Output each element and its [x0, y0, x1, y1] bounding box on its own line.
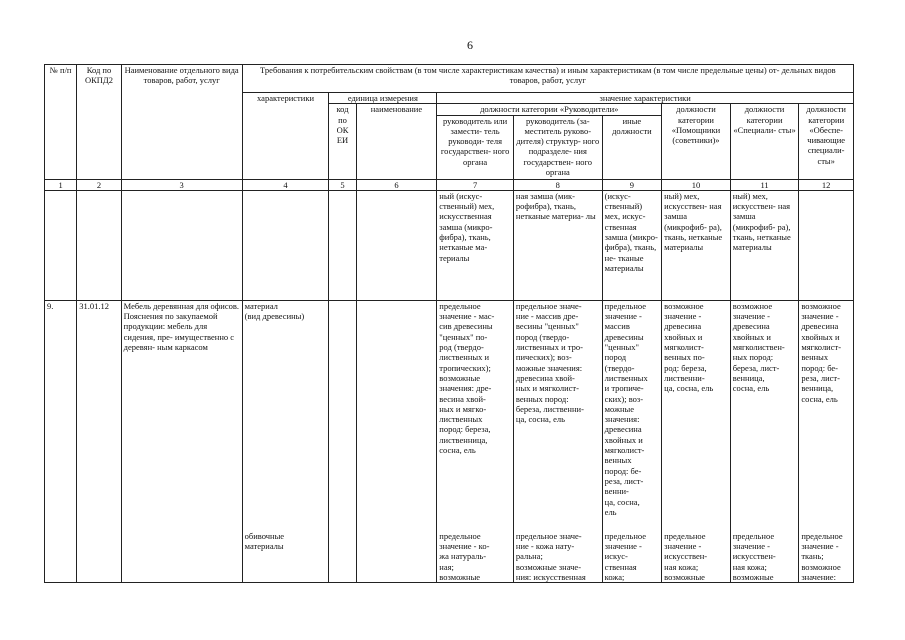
row-value-assistants: [662, 300, 731, 582]
header-support-specialists: должности категории «Обеспе- чивающие специали- сты»: [799, 104, 854, 179]
column-number: 3: [121, 179, 242, 190]
column-number: 12: [799, 179, 854, 190]
column-number: 5: [329, 179, 356, 190]
header-head-of-division: руководитель (за- меститель руково- дителя) структур- ного подразделе- ния государствен- ного органа: [513, 115, 602, 179]
continuation-value-specialists: ный) мех, искусствен- ная замша (микрофиб- ра), ткань, нетканые материалы: [730, 190, 799, 300]
upholstery-value-specialists: предельное значение - искусствен- ная кожа; возможные: [732, 530, 776, 583]
header-okpd2-code: Код по ОКПД2: [77, 65, 121, 180]
header-row-1: [45, 65, 854, 93]
row-value-specialists: [730, 300, 799, 582]
header-unit-name: наименование: [356, 104, 437, 179]
upholstery-value-head: предельное значение - ко- жа натураль- ная; возможные: [439, 530, 490, 583]
continuation-value-other: (искус- ственный) мех, искус- ственная замша (микро- фибра), ткань, не- тканые материалы: [602, 190, 662, 300]
column-number: 7: [437, 179, 514, 190]
characteristic-upholstery: обивочные материалы: [244, 530, 285, 552]
row-value-head: [437, 300, 514, 582]
column-number: 11: [730, 179, 799, 190]
header-product-name: Наименование отдельного вида товаров, работ, услуг: [121, 65, 242, 180]
page-number: 6: [467, 38, 473, 52]
row-value-head-division: [513, 300, 602, 582]
row-product-name: Мебель деревянная для офисов. Пояснения по закупаемой продукции: мебель для сидения, пре- имущественно с деревян- ным каркасом: [121, 300, 242, 582]
row-characteristics: [242, 300, 329, 582]
header-value: значение характеристики: [437, 93, 854, 104]
column-number: 6: [356, 179, 437, 190]
material-value-specialists: возможное значение - древесина хвойных и мягколиствен- ных пород: березa, лист- венница, сосна, ель: [732, 300, 785, 394]
material-value-other: предельное значение - массив древесины "ценных" пород (твердо- лиственных и тропиче- ских); воз- можные значения: древесина хвойных и мягколист- венных пород: бе- реза, лист- венни- ца, сосна, ель: [604, 300, 648, 517]
row-number: 9.: [45, 300, 77, 582]
row-okpd2-code: 31.01.12: [77, 300, 121, 582]
upholstery-value-support: предельное значение - ткань; возможное значение:: [801, 530, 843, 583]
column-number-row: [45, 179, 854, 190]
header-unit: единица измерения: [329, 93, 437, 104]
header-number: № п/п: [45, 65, 77, 180]
upholstery-value-head-division: предельное значе- ние - кожа нату- ральна; возможные значе- ния: искусственная: [515, 530, 586, 583]
upholstery-value-assistants: предельное значение - искусствен- ная кожа; возможные: [664, 530, 708, 583]
header-characteristics: характеристики: [242, 93, 329, 180]
header-unit-code: код по ОК ЕИ: [329, 104, 356, 179]
header-assistants: должности категории «Помощники (советники)»: [662, 104, 731, 179]
material-value-head-division: предельное значе- ние - массив дре- весины "ценных" пород (твердо- лиственных и тро- пических); воз- можные значения: древесина хвой- ных и мягколист- венных пород: береза, лиственни- ца, сосна, ель: [515, 300, 584, 425]
requirements-table: [44, 64, 854, 583]
header-requirements: Требования к потребительским свойствам (в том числе характеристикам качества) и иным характеристикам (в том числе предельные цены) от- дельных видов товаров, работ, услуг: [242, 65, 853, 93]
row-value-other: [602, 300, 662, 582]
continuation-row: [45, 190, 854, 300]
material-value-assistants: возможное значение - древесина хвойных и мягколист- венных по- род: береза, лиственни- ца, сосна, ель: [664, 300, 714, 394]
continuation-value-support: [799, 190, 854, 300]
continuation-value-head: ный (искус- ственный) мех, искусственная замша (микро- фибра), ткань, нетканые ма- териалы: [437, 190, 514, 300]
continuation-value-head-division: ная замша (мик- рофибра), ткань, нетканые материа- лы: [513, 190, 602, 300]
row-value-support: [799, 300, 854, 582]
characteristic-material: материал (вид древесины): [244, 300, 305, 322]
header-other-positions: иные должности: [602, 115, 662, 179]
column-number: 9: [602, 179, 662, 190]
column-number: 2: [77, 179, 121, 190]
column-number: 8: [513, 179, 602, 190]
column-number: 4: [242, 179, 329, 190]
table-row-9: [45, 300, 854, 582]
header-specialists: должности категории «Специали- сты»: [730, 104, 799, 179]
continuation-value-assistants: ный) мех, искусствен- ная замша (микрофиб- ра), ткань, нетканые материалы: [662, 190, 731, 300]
material-value-support: возможное значение - древесина хвойных и мягколист- венных пород: бе- реза, лист- венница, сосна, ель: [801, 300, 842, 404]
column-number: 10: [662, 179, 731, 190]
material-value-head: предельное значение - мас- сив древесины "ценных" по- род (твердо- лиственных и тропических); возможные значения: дре- весина хвой- ных и мягко- лиственных пород: береза, лиственница, сосна, ель: [439, 300, 495, 456]
upholstery-value-other: предельное значение - искус- ственная кожа;: [604, 530, 647, 583]
header-head-of-agency: руководитель или замести- тель руководи- теля государствен- ного органа: [437, 115, 514, 179]
column-number: 1: [45, 179, 77, 190]
header-managers: должности категории «Руководители»: [437, 104, 662, 115]
